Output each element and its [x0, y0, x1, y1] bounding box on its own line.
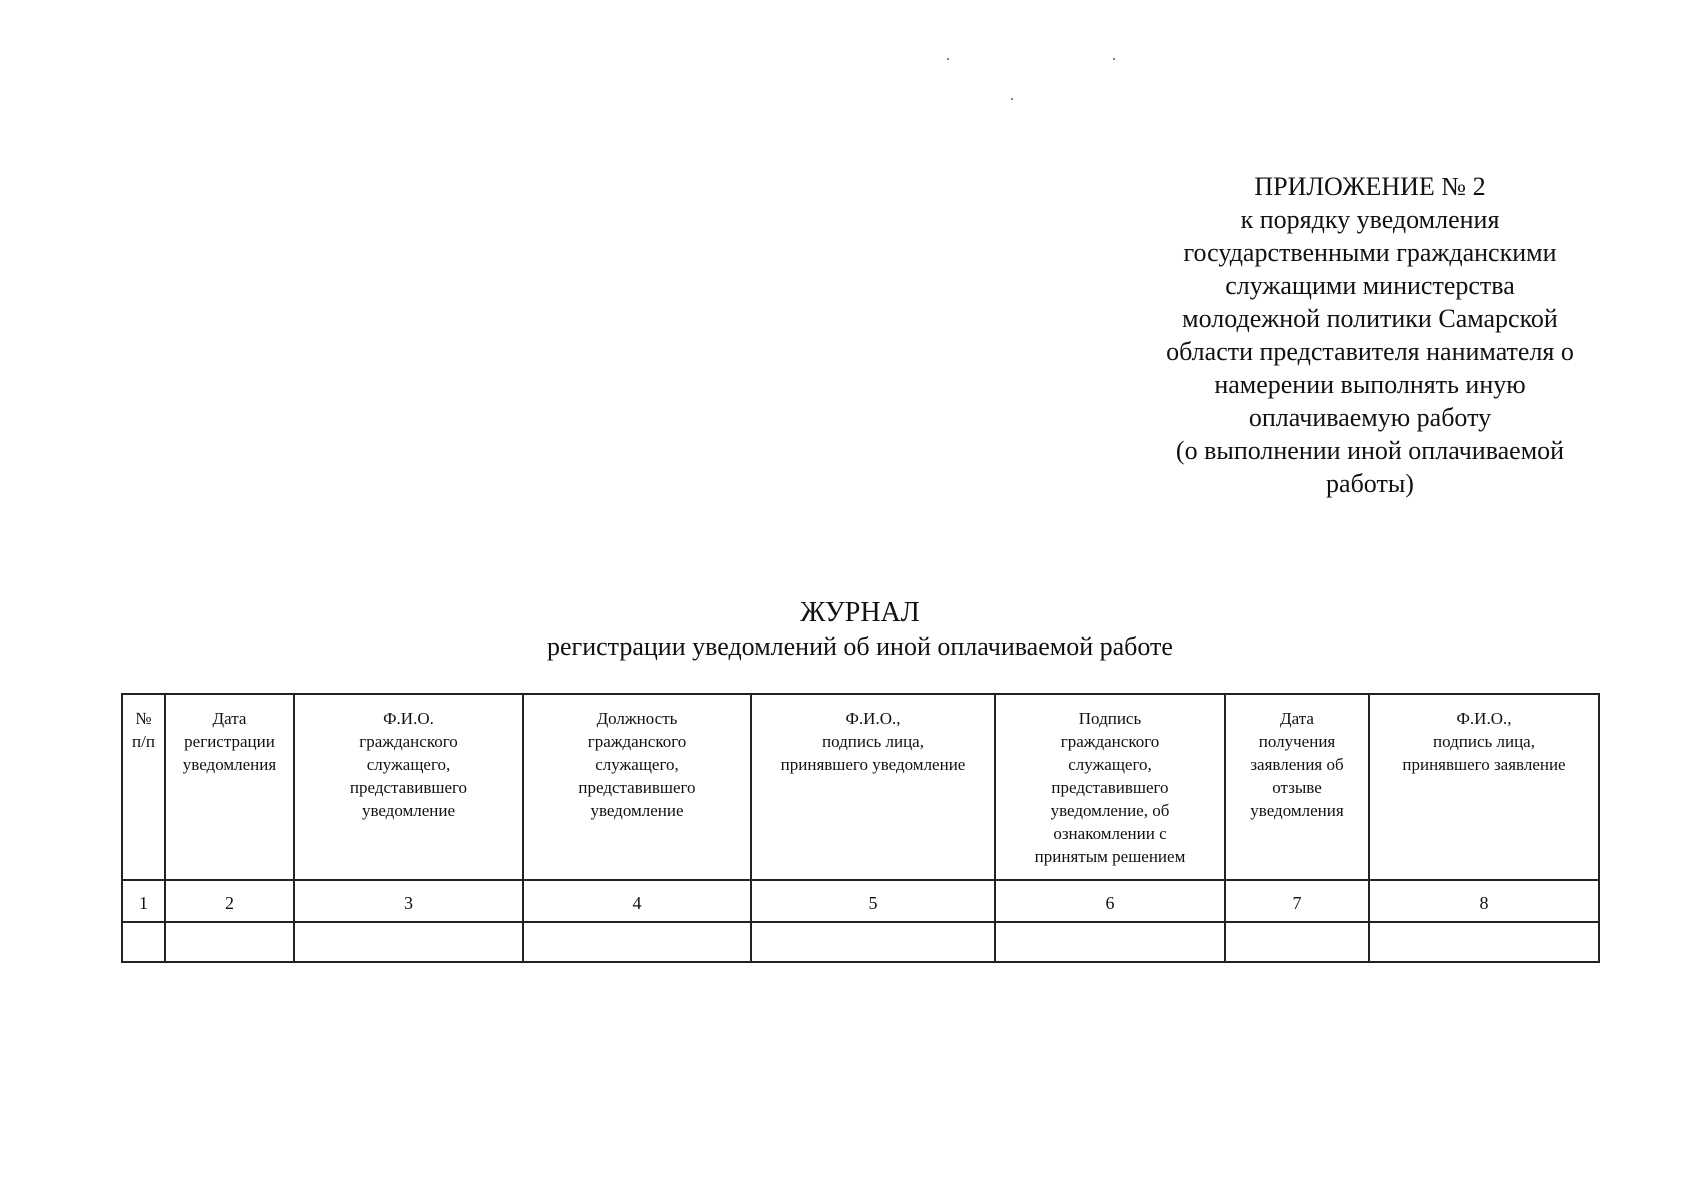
column-number-cell: 4 [523, 880, 751, 922]
header-line: уведомление, об [1050, 801, 1170, 820]
column-number-row [122, 880, 1599, 922]
header-line: уведомление [361, 801, 456, 820]
header-line: Ф.И.О., [1456, 709, 1512, 728]
empty-cell [995, 922, 1225, 962]
table-header-row [122, 694, 1599, 880]
header-line: отзыве [1272, 778, 1322, 797]
header-cell-employee-signature [995, 694, 1225, 880]
header-line: подпись лица, [822, 732, 924, 751]
header-line: представившего [1051, 778, 1169, 797]
table-row [122, 922, 1599, 962]
column-number-cell: 1 [122, 880, 165, 922]
journal-subtitle: регистрации уведомлений об иной оплачиваемой работе [547, 632, 1173, 661]
empty-cell [1225, 922, 1369, 962]
header-line: гражданского [359, 732, 458, 751]
header-line: служащего, [366, 755, 451, 774]
scan-speck [947, 58, 949, 60]
header-line: заявления об [1250, 755, 1344, 774]
appendix-line: служащими министерства [1225, 271, 1515, 300]
header-line: служащего, [595, 755, 679, 774]
header-line: Должность [596, 709, 678, 728]
appendix-line: государственными гражданскими [1183, 238, 1557, 267]
scan-speck [1011, 98, 1013, 100]
appendix-line: намерении выполнять иную [1214, 370, 1526, 399]
empty-cell [751, 922, 995, 962]
appendix-line: области представителя нанимателя о [1166, 337, 1574, 366]
header-line: п/п [132, 732, 155, 751]
header-cell-receiver-signature [751, 694, 995, 880]
header-cell-registration-date [165, 694, 294, 880]
header-line: регистрации [184, 732, 275, 751]
header-cell-number [122, 694, 165, 880]
column-number-cell: 7 [1225, 880, 1369, 922]
header-cell-withdrawal-date [1225, 694, 1369, 880]
header-line: подпись лица, [1433, 732, 1535, 751]
appendix-line: работы) [1326, 469, 1414, 498]
scan-speck [1113, 58, 1115, 60]
header-line: представившего [349, 778, 468, 797]
column-number-cell: 3 [294, 880, 523, 922]
header-line: служащего, [1068, 755, 1152, 774]
journal-table [121, 693, 1600, 963]
header-line: № [135, 709, 152, 728]
header-line: представившего [578, 778, 696, 797]
column-number-cell: 6 [995, 880, 1225, 922]
column-number-cell: 8 [1369, 880, 1599, 922]
appendix-heading: ПРИЛОЖЕНИЕ № 2 [1254, 172, 1486, 201]
appendix-line: молодежной политики Самарской [1182, 304, 1558, 333]
empty-cell [122, 922, 165, 962]
header-cell-withdrawal-receiver [1369, 694, 1599, 880]
header-line: гражданского [587, 732, 687, 751]
header-line: уведомление [590, 801, 684, 820]
header-line: уведомления [1250, 801, 1344, 820]
appendix-block [1120, 170, 1620, 500]
appendix-line: к порядку уведомления [1240, 205, 1500, 234]
header-line: получения [1258, 732, 1336, 751]
empty-cell [294, 922, 523, 962]
header-line: уведомления [182, 755, 277, 774]
header-line: Дата [1280, 709, 1314, 728]
header-line: Подпись [1078, 709, 1142, 728]
column-number-cell: 2 [165, 880, 294, 922]
header-cell-employee-position [523, 694, 751, 880]
header-cell-employee-name [294, 694, 523, 880]
empty-cell [165, 922, 294, 962]
empty-cell [1369, 922, 1599, 962]
header-line: Ф.И.О., [845, 709, 901, 728]
header-line: Ф.И.О. [383, 709, 434, 728]
header-line: принятым решением [1034, 847, 1186, 866]
empty-cell [523, 922, 751, 962]
header-line: гражданского [1060, 732, 1160, 751]
appendix-line: оплачиваемую работу [1248, 403, 1492, 432]
appendix-line: (о выполнении иной оплачиваемой [1175, 436, 1565, 465]
header-line: Дата [212, 709, 247, 728]
header-line: принявшего уведомление [780, 755, 966, 774]
column-number-cell: 5 [751, 880, 995, 922]
journal-title: ЖУРНАЛ [800, 597, 920, 628]
header-line: ознакомлении с [1053, 824, 1167, 843]
header-line: принявшего заявление [1402, 755, 1566, 774]
